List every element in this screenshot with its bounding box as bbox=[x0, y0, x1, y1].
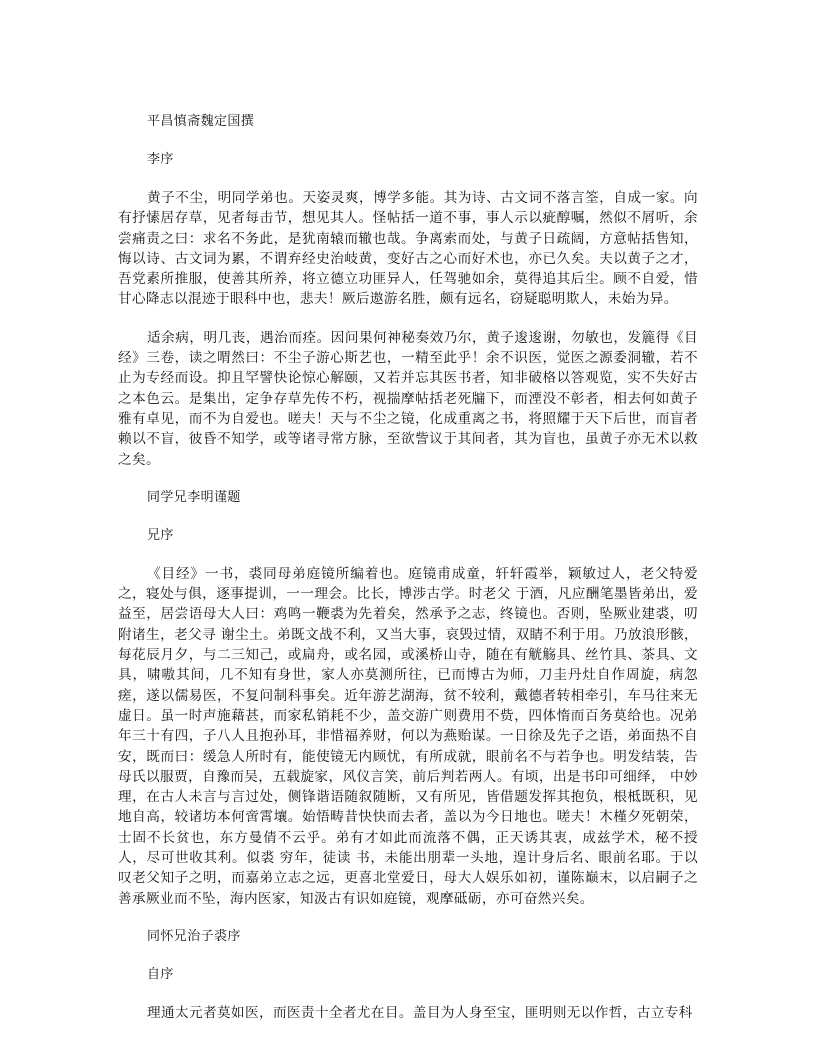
author-byline: 平昌慎斋魏定国撰 bbox=[147, 114, 255, 129]
section-title-li-preface: 李序 bbox=[147, 152, 174, 167]
li-preface-paragraph-1: 黄子不尘，明同学弟也。天姿灵爽，博学多能。其为诗、古文词不落言筌，自成一家。向有抒愫居存草，见者每击节，想见其人。怪帖括一道不事，事人示以疵醇嘱，然似不屑听，余尝痛责之曰：求名不务此，是犹南辕而辙也哉。争离索而处，与黄子日疏阔，方意帖括售知，悔以诗、古文词为累，不谓弃经史治岐黄，变好古之心而好术也，亦已久矣。夫以黄子之才，吾党素所推服，使善其所养，将立德立功匪异人，任驾驰如余，莫得追其后尘。顾不自爱，惜甘心降志以混迹于眼科中也，悲夫！厥后遨游名胜，颇有远名，窃疑聪明欺人，未始为异。 bbox=[118, 190, 698, 308]
li-preface-signature: 同学兄李明谨题 bbox=[147, 489, 241, 505]
section-title-brother-preface: 兄序 bbox=[147, 527, 174, 543]
author-preface-paragraph: 理通太元者莫如医，而医责十全者尤在目。盖目为人身至宝，匪明则无以作哲，古立专科 bbox=[147, 1004, 693, 1021]
section-title-author-preface: 自序 bbox=[147, 966, 174, 982]
document-page bbox=[118, 112, 698, 1023]
brother-preface-paragraph: 《目经》一书，裘同母弟庭镜所编着也。庭镜甫成童，轩轩霞举，颖敏过人，老父特爱之，寝处与俱，逐事提训，一一理会。比长，博涉古学。时老父 于酒，凡应酬笔墨皆弟出，爱益至，居尝语母大人曰：鸡鸣一鞭裘为先着矣，然承予之志，终镜也。否则，坠厥业建裘，叨附诸生，老父寻 谢尘土。弟既文战不利，又当大事，哀毁过情，双睛不利于用。乃放浪形骸，每花辰月夕，与二三知己，或扁舟，或名园，或溪桥山寺，随在有觥觞具、丝竹具、茶具、文具，啸嗷其间，几不知有身世，家人亦莫测所往，已而博古为师，刀圭丹灶自作周旋，病忽瘥，遂以儒易医，不复问制科事矣。近年游艺湖海，贫不较利，戴德者转相牵引，车马往来无虚日。虽一时声施藉甚，而家私销耗不少，盖交游广则费用不赀，四体惰而百务莫给也。况弟年三十有四，子八人且抱孙耳，非惜福养财，何以为燕贻谋。一日徐及先子之语，弟面热不自安，既而曰：缓急人所时有，能使镜无内顾忧，有所成就，眼前名不与若争也。明发结装，告母氏以服贾，自豫而吴，五载旋家，风仪言笑，前后判若两人。有顷，出是书印可细绎， 中妙理，在古人未言与言过处，侧锋谐语随叙随断，又有所见，皆借题发挥其抱负，根柢既积，见地自高，较诸坊本何啻霄壤。始悟畴昔快快而去者，盖以为今日地也。嗟夫！木槿夕死朝荣，士固不长贫也，东方曼倩不云乎。弟有才如此而流落不偶，正天诱其衷，成兹学术，秘不授人，尽可世收其利。似裘 穷年，徒读 书，未能出朋辈一头地，遑计身后名、眼前名耶。于以叹老父知子之明，而嘉弟立志之远，更喜北堂爱日，母大人娱乐如初，谨陈巅末，以启嗣子之善承厥业而不坠，海内医家，知汲古有识如庭镜，观摩砥砺，亦可奋然兴矣。 bbox=[118, 565, 698, 907]
li-preface-paragraph-2: 适余病，明几丧，遇治而痊。因问果何神秘奏效乃尔，黄子逡逡谢，勿敏也，发簏得《目经》三卷，读之喟然曰：不尘子游心斯艺也，一精至此乎！余不识医，觉医之源委洞辙，若不止为专经而设。抑且罕譬快论惊心解颐，又若并忘其医书者，知非破格以答观览，实不失好古之本色云。是集出，定争存草先传不朽，视揣摩帖括老死牖下，而湮没不彰者，相去何如黄子雅有卓见，而不为自爱也。嗟夫！天与不尘之镜，化成重离之书，将照耀于天下后世，而盲者赖以不盲，彼昏不知学，或等诸寻常方脉，至欲訾议于其间者，其为盲也，虽黄子亦无术以救之矣。 bbox=[118, 329, 698, 468]
brother-preface-signature: 同怀兄治子裘序 bbox=[147, 928, 241, 944]
